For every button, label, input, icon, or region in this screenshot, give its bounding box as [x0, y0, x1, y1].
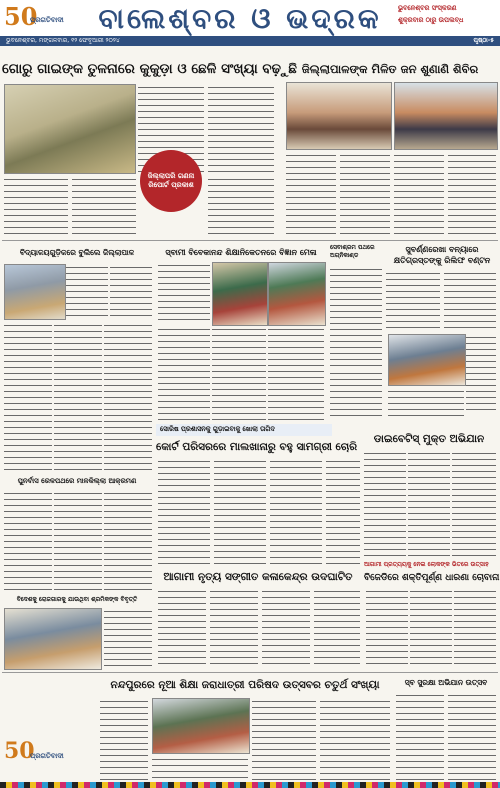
story-8-column-a — [4, 490, 52, 590]
story-12-column-a — [100, 698, 148, 782]
story-2-photo-left — [286, 82, 392, 150]
date-bar — [0, 36, 500, 46]
story-10-headline: ଆଗାମୀ ନୃତ୍ୟ ସଙ୍ଗୀତ କଳାକେନ୍ଦ୍ର ଉଦଘାଟିତ — [163, 571, 353, 583]
story-5-column-c — [444, 270, 496, 332]
story-12-column-b — [152, 756, 248, 782]
story-10-column-c — [262, 588, 310, 668]
story-1-column-b — [208, 84, 274, 172]
divider-2 — [2, 672, 498, 673]
footer-brand: ପ୍ରଗତିବାଦୀ — [30, 752, 64, 760]
story-11-headline: ବିଦେଶକୁ ରୋଜଗାରକୁ ଯାଉଥିବା ଶ୍ରମିକଙ୍କ ବିବୃତ୍ତି — [16, 596, 138, 603]
story-11-column-a — [104, 608, 152, 670]
story-5-kicker: ସେବାଶ୍ରମ ପଥରେ ଅଗ୍ନିକାଣ୍ଡ — [330, 244, 375, 259]
story-12-headline: ନନ୍ଦପୁରରେ ନୂଆ ଶିକ୍ଷା ଜରାଧାତ୍ରୀ ପରିଷଦ ଉତ୍ସବର ଚତୁର୍ଥ ସଂଖ୍ୟା — [110, 679, 380, 691]
story-4-photo-a — [212, 262, 268, 326]
story-5-headline: ସୁବର୍ଣ୍ଣରେଖା ବନ୍ୟାରେ କ୍ଷତିଗ୍ରସ୍ତଙ୍କୁ ରିଲିଫ ବଣ୍ଟନ — [393, 245, 491, 265]
brand-name: ପ୍ରଗତିବାଦୀ — [30, 16, 64, 24]
story-9-column-c — [454, 588, 496, 668]
story-1-column-d — [72, 176, 136, 236]
story-3-photo — [4, 264, 66, 320]
story-6-column-c — [270, 458, 322, 566]
story-5-column-d — [466, 334, 496, 414]
story-2-headline: ଜିଲ୍ଲାପାଳଙ୍କ ମିଳିତ ଜନ ଶୁଣାଣି ଶିବିର — [301, 62, 479, 76]
story-9-column-b — [410, 588, 452, 668]
side-note-line1: ଭୁବନେଶ୍ବର ସଂସ୍କରଣ — [398, 4, 457, 12]
story-11-photo — [4, 608, 102, 670]
story-10-column-a — [158, 588, 206, 668]
story-6-column-a — [158, 458, 210, 566]
story-5-column-b — [386, 270, 440, 332]
story-2-column-a — [286, 152, 336, 238]
story-7-column-c — [452, 450, 496, 556]
story-9-column-a — [366, 588, 408, 668]
story-2-column-c — [394, 152, 444, 238]
story-8-headline: ପୁନର୍ବାସ ରେଳପଥରେ ମାଳକିଲ୍ଲା ଆକ୍ରମଣ — [17, 477, 137, 485]
story-9-kicker: ଆଗାମୀ ପ୍ରତ୍ୟୟକୁ ନେଇ ଲୋକଙ୍କ ଭିତରେ ଉତ୍ସାହ — [364, 561, 489, 568]
story-6-kicker: ସୋରିଷ ପ୍ରଶାସନକୁ ଗୁଡ଼ାଇବାକୁ ଖୋଲା ତାଗିଦ — [160, 425, 275, 433]
story-8-column-b — [54, 490, 102, 590]
logo-number: 50 — [4, 2, 38, 31]
story-7-column-b — [408, 450, 450, 556]
story-3-column-e — [104, 322, 152, 470]
story-7-column-a — [364, 450, 406, 556]
story-9-headline: ବିଜେଡିରେ ଶକ୍ତିପୂର୍ଣ୍ଣ ଧାରଣା ଚୋବାନା — [364, 573, 500, 583]
story-4-column-c — [212, 326, 266, 422]
story-4-column-d — [268, 326, 324, 422]
story-10-column-b — [210, 588, 258, 668]
story-10-column-d — [314, 588, 360, 668]
story-5-column-a — [330, 266, 382, 366]
registration-strip — [0, 782, 500, 788]
story-2-column-d — [448, 152, 496, 238]
story-3-column-a — [66, 264, 108, 318]
story-1-photo — [4, 84, 136, 174]
footer-logo-number: 50 — [4, 738, 35, 764]
divider-1 — [2, 240, 498, 241]
story-12-column-d — [320, 698, 390, 782]
story-13-column-b — [448, 692, 496, 782]
story-6-column-d — [326, 458, 360, 566]
story-1-column-e — [208, 176, 274, 236]
story-3-column-b — [110, 264, 152, 318]
story-4-column-a — [158, 262, 210, 322]
story-6-headline: କୋର୍ଟ ପରିସରରେ ମାଲଖାନାରୁ ବହୁ ସାମଗ୍ରୀ ଚୋରି — [156, 441, 358, 453]
story-5-photo — [388, 334, 466, 386]
story-3-headline: ବିଦ୍ୟାଳୟଗୁଡ଼ିକରେ ବୁଲିଲେ ଜିଲ୍ଲାପାଳ — [19, 248, 135, 257]
date-line: ଭୁବନେଶ୍ବର, ମଙ୍ଗଳବାର, ୧୨ ଫେବୃଆରୀ ୨୦୨୪ — [6, 37, 120, 44]
story-6-column-b — [214, 458, 266, 566]
side-note — [398, 4, 496, 30]
masthead — [0, 0, 500, 46]
story-1-column-c — [4, 176, 68, 236]
story-4-headline: ସ୍ବାମୀ ବିବେକାନନ୍ଦ ଶିକ୍ଷାନିକେତନରେ ବିଜ୍ଞାନ ମେଳା — [165, 248, 317, 257]
story-6-kicker-bar — [156, 424, 332, 436]
footer-logo — [4, 740, 96, 770]
story-12-column-c — [252, 698, 316, 782]
side-note-line2: ଶୁକ୍ରବାର ଠାରୁ ଉପଲବ୍ଧ — [398, 16, 464, 24]
anniversary-logo — [4, 4, 74, 32]
story-1-inset-badge — [140, 150, 202, 212]
story-2-photo-right — [394, 82, 498, 150]
story-7-headline: ଡାଇବେଟିସ୍ ମୁକ୍ତ ଅଭିଯାନ — [373, 433, 485, 445]
story-12-photo — [152, 698, 250, 754]
story-5-column-f — [388, 388, 464, 418]
story-5-column-e — [330, 370, 382, 420]
story-1-headline: ଗୋରୁ ଗାଇଙ୍କ ତୁଳନାରେ କୁକୁଡ଼ା ଓ ଛେଳି ସଂଖ୍ୟା ବଢ଼ୁଛି — [2, 61, 297, 77]
story-3-column-c — [4, 322, 52, 470]
story-8-column-c — [104, 490, 152, 590]
story-2-column-b — [340, 152, 390, 238]
story-1-inset-text: ଜିଲ୍ଲାପରି ଗଣନା ରିପୋର୍ଟ ପ୍ରକାଶ — [147, 172, 195, 189]
page-label: ପୃଷ୍ଠା-୫ — [473, 37, 494, 44]
page-title: ବାଲେଶ୍ବର ଓ ଭଦ୍ରକ — [98, 2, 382, 35]
story-13-headline: ସ୍ବ ସୁରକ୍ଷା ଅଭିଯାନ ଉତ୍ସବ — [404, 678, 488, 687]
story-13-column-a — [396, 692, 444, 782]
story-3-column-d — [54, 322, 102, 470]
story-4-photo-b — [268, 262, 326, 326]
story-4-column-b — [158, 326, 210, 422]
